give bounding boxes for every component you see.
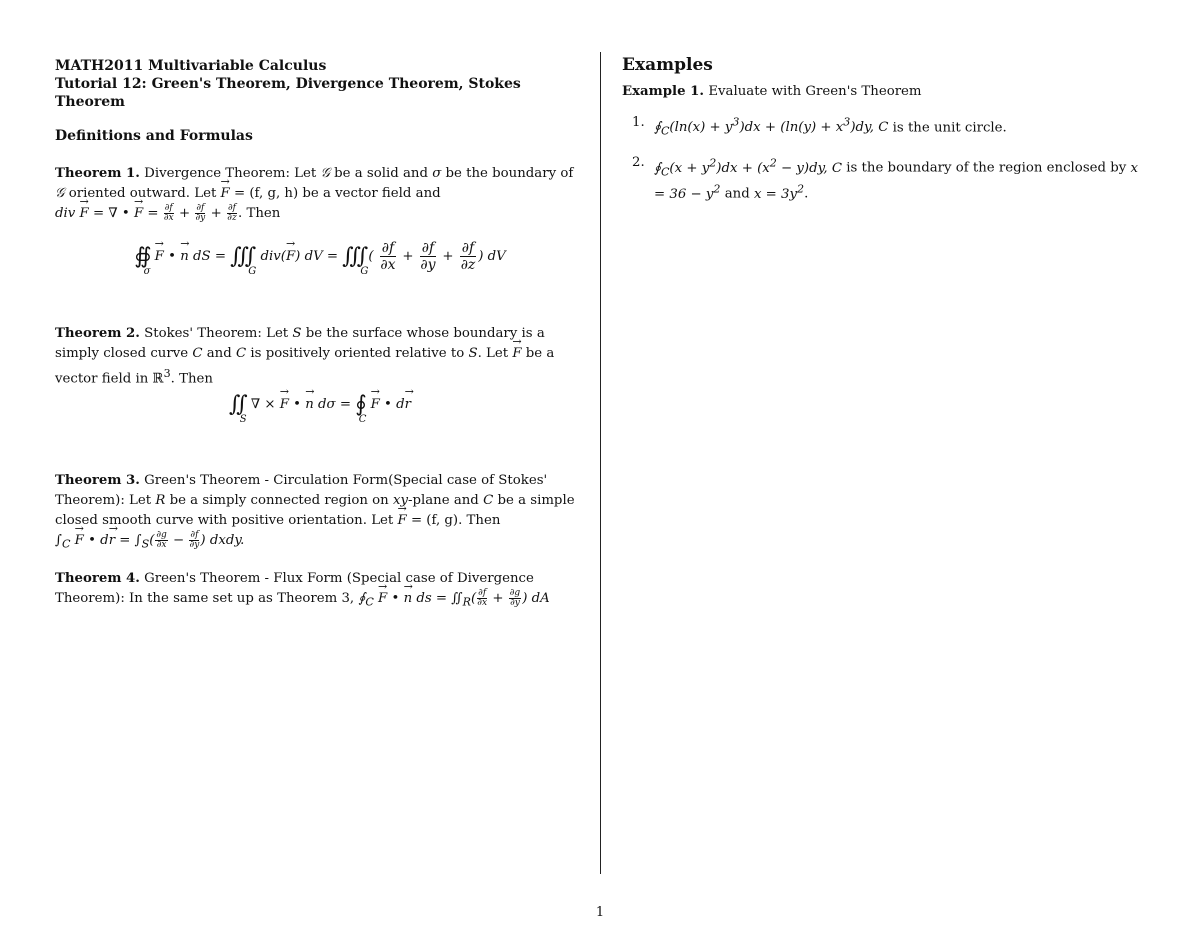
theorem-4-label: Theorem 4. (55, 571, 140, 586)
theorem-2-formula: $∬_S$ ∇ × → F • → n $d\sigma = ∮_C \to F$ • d→ r (55, 392, 585, 417)
theorem-1-text: Divergence Theorem: Let (144, 166, 317, 181)
theorem-2-text: Stokes' Theorem: Let (144, 326, 289, 341)
theorem-1: Theorem 1. Divergence Theorem: Let 𝒢 be a solid and σ be the boundary of 𝒢 oriented outward. Let → F = (f, g, h) be a vector field and div → F = ∇ • → F = $\frac{\partial f}{\partial x}$ + $\frac{\partial f}{\partial y}$ + $\frac{\partial f}{\partial z}$ . Then (55, 164, 580, 224)
tutorial-title: Tutorial 12: Green's Theorem, Divergence Theorem, Stokes Theorem (55, 76, 521, 110)
theorem-4-text: Green's Theorem - Flux Form (Special case of Divergence Theorem): In the same set up as Theorem 3, (55, 571, 534, 606)
examples-heading: Examples (622, 55, 713, 75)
theorem-4: Theorem 4. Green's Theorem - Flux Form (Special case of Divergence Theorem): In the same set up as Theorem 3, $∮_C \to F$ • → n ds = $∬_R$( $\frac{\partial f}{\partial x}$ + $\frac{\partial g}{\partial y}$ ) dA (55, 569, 580, 613)
theorem-2: Theorem 2. Stokes' Theorem: Let S be the surface whose boundary is a simply closed curve C and C is positively oriented relative to S. Let → F be a vector field in ℝ$^3$. Then (55, 324, 580, 389)
theorem-3-label: Theorem 3. (55, 473, 140, 488)
theorem-3-text: -plane and (407, 493, 479, 508)
theorem-1-text: oriented outward. Let (68, 186, 217, 201)
example-1-text: Evaluate with Green's Theorem (708, 84, 922, 99)
theorem-2-text: and (206, 346, 232, 361)
list-item-text: is the unit circle. (892, 120, 1007, 136)
theorem-1-label: Theorem 1. (55, 166, 140, 181)
theorem-3: Theorem 3. Green's Theorem - Circulation Form(Special case of Stokes' Theorem): Let R be a simply connected region on xy-plane and C be a simple closed smooth curve with positive orientation. Let → F = (f, g). Then $\int_C \to F$ • $d\to r = \int_S$( $\frac{\partial g}{\partial x}$ − $\frac{\partial f}{\partial y}$ ) dxdy. (55, 471, 580, 555)
theorem-1-text: = (f, g, h) be a vector field and (234, 186, 441, 201)
list-item-text: and (724, 186, 750, 202)
theorem-3-text: be a simply connected region on (169, 493, 389, 508)
theorem-2-label: Theorem 2. (55, 326, 140, 341)
example-list (632, 114, 1152, 217)
list-item-text: is the boundary of the region enclosed by (846, 160, 1127, 176)
list-item-number: 2. (632, 155, 645, 171)
example-1-label: Example 1. (622, 84, 705, 99)
list-item-number: 1. (632, 115, 645, 130)
theorem-1-text: be the boundary of (445, 166, 574, 181)
list-item: 1. $∮_C(\ln(x) + y^3)dx + (\ln(y) + x^3)dy$, C is the unit circle. (632, 115, 1007, 139)
theorem-2-text: is positively oriented relative to (250, 346, 465, 361)
definitions-heading: Definitions and Formulas (55, 128, 253, 144)
theorem-1-text: be a solid and (334, 166, 428, 181)
column-divider (600, 52, 601, 874)
list-item: 2. $∮_C(x + y^2)dx + (x^2 - y)dy$, C is the boundary of the region enclosed by $x = 36 - y^2$ and $x = 3y^2$. (632, 155, 1139, 202)
theorem-1-div: div (55, 206, 76, 221)
course-title: MATH2011 Multivariable Calculus (55, 58, 327, 74)
theorem-3-text: = (f, g). Then (410, 513, 501, 528)
theorem-3-text: Green's Theorem - Circulation Form(Special case of Stokes' Theorem): Let (55, 473, 548, 508)
theorem-2-text: . Then (170, 371, 213, 387)
theorem-1-formula: $∯_\sigma \to F$ • → n dS = $∭_G$ div(→ F) dV = $∭_G$( $\frac{\partial f}{\partial x}$ + $\frac{\partial f}{\partial y}$ + $\frac{\partial f}{\partial z}$ ) dV (55, 240, 585, 273)
theorem-2-text: . Let (477, 346, 509, 361)
theorem-2-text: be a vector field in (55, 346, 555, 387)
page-number: 1 (595, 905, 605, 920)
example-1 (622, 84, 922, 99)
theorem-1-text: Then (246, 206, 281, 221)
theorem-2-text: be the surface whose boundary is a simply closed curve (55, 326, 545, 361)
theorem-3-text: be a simple closed smooth curve with positive orientation. Let (55, 493, 575, 528)
